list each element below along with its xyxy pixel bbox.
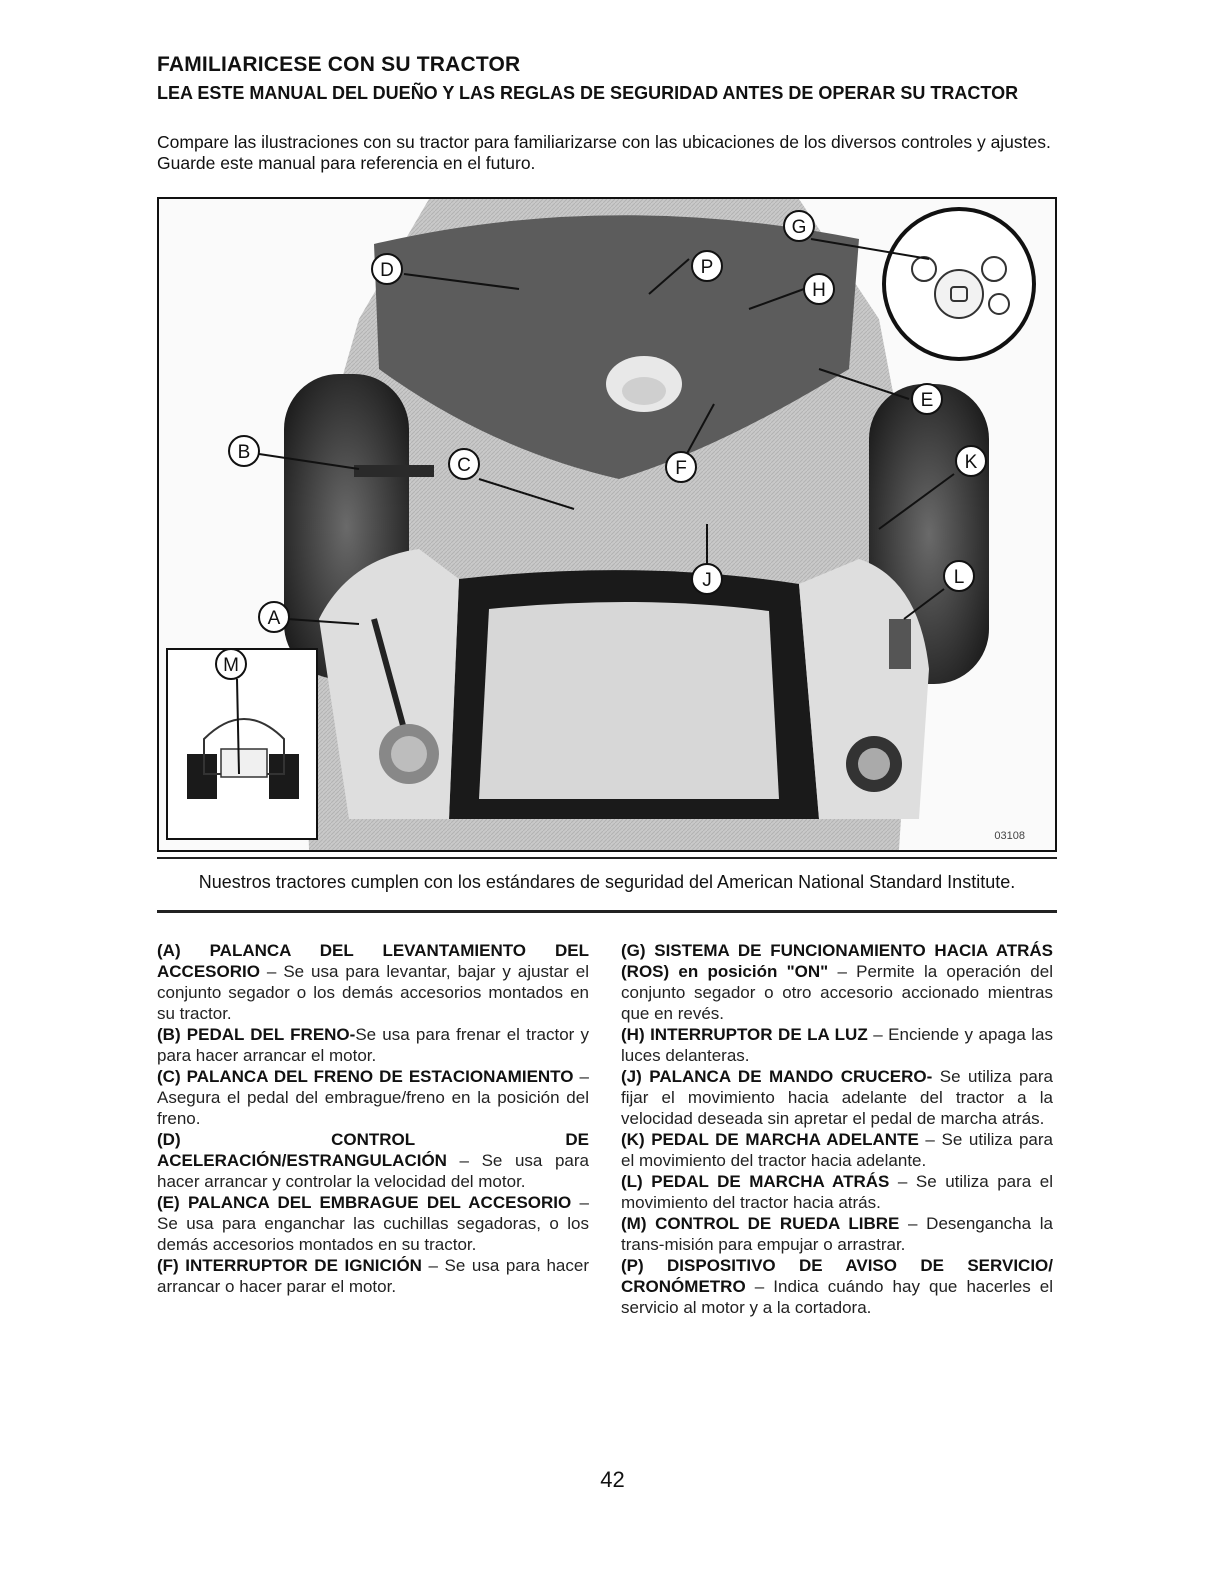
callout-c bbox=[449, 449, 479, 479]
page-number: 42 bbox=[600, 1467, 625, 1492]
control-text: – Enciende y apaga las luces delanteras. bbox=[621, 1025, 1054, 1065]
callout-label: P bbox=[700, 257, 714, 278]
control-description bbox=[157, 1066, 589, 1129]
callout-label: J bbox=[702, 570, 712, 591]
control-text: Se usa para frenar el tractor y para hacer arrancar el motor. bbox=[157, 1025, 589, 1065]
control-term: (G) SISTEMA DE FUNCIONAMIENTO HACIA ATRÁS (ROS) en posición "ON" bbox=[621, 941, 1053, 981]
control-description bbox=[621, 1213, 1053, 1255]
control-text: – Desengancha la trans-misión para empujar o arrastrar. bbox=[621, 1214, 1053, 1254]
tractor-illustration bbox=[159, 199, 1055, 850]
callout-k bbox=[956, 446, 986, 476]
callout-l bbox=[944, 561, 974, 591]
callout-label: K bbox=[964, 452, 978, 473]
control-description bbox=[157, 940, 589, 1024]
control-description bbox=[621, 1171, 1053, 1213]
callout-m bbox=[216, 649, 246, 679]
callout-label: G bbox=[791, 217, 807, 238]
controls-list-right bbox=[621, 940, 1053, 1318]
control-description bbox=[157, 1024, 589, 1066]
control-term: (J) PALANCA DE MANDO CRUCERO- bbox=[621, 1067, 933, 1086]
control-term: (L) PEDAL DE MARCHA ATRÁS bbox=[621, 1172, 890, 1191]
control-description bbox=[621, 1129, 1053, 1171]
control-term: (M) CONTROL DE RUEDA LIBRE bbox=[621, 1214, 900, 1233]
control-description bbox=[157, 1192, 589, 1255]
callout-label: F bbox=[675, 458, 687, 479]
intro-paragraph: Compare las ilustraciones con su tractor para familiarizarse con las ubicaciones de los diversos controles y ajustes. Guarde este manual para referencia en el futuro. bbox=[157, 132, 1051, 173]
callout-label: D bbox=[380, 260, 394, 281]
callout-label: L bbox=[953, 567, 965, 588]
figure-code: 03108 bbox=[994, 830, 1025, 842]
callout-p bbox=[692, 251, 722, 281]
callout-a bbox=[259, 602, 289, 632]
control-term: (P) DISPOSITIVO DE AVISO DE SERVICIO/ CRONÓMETRO bbox=[621, 1256, 1053, 1296]
control-description bbox=[621, 1066, 1053, 1129]
control-text: – Indica cuándo hay que hacerles el servicio al motor y a la cortadora. bbox=[621, 1277, 1053, 1317]
control-term: (C) PALANCA DEL FRENO DE ESTACIONAMIENTO bbox=[157, 1067, 574, 1086]
page-subtitle: LEA ESTE MANUAL DEL DUEÑO Y LAS REGLAS DE SEGURIDAD ANTES DE OPERAR SU TRACTOR bbox=[157, 83, 1019, 103]
callout-label: B bbox=[237, 442, 251, 463]
control-text: – Se usa para enganchar las cuchillas segadoras, o los demás accesorios montados en su tractor. bbox=[157, 1193, 590, 1254]
control-term: (B) PEDAL DEL FRENO- bbox=[157, 1025, 356, 1044]
control-text: – Se utiliza para el movimiento del tractor hacia adelante. bbox=[621, 1130, 1053, 1170]
caption-top-rule bbox=[157, 857, 1057, 859]
callout-g bbox=[784, 211, 814, 241]
tractor-controls-figure bbox=[157, 197, 1057, 852]
control-term: (F) INTERRUPTOR DE IGNICIÓN bbox=[157, 1256, 422, 1275]
control-text: – Se usa para hacer arrancar o hacer parar el motor. bbox=[157, 1256, 589, 1296]
freewheel-inset bbox=[167, 649, 317, 839]
control-term: (H) INTERRUPTOR DE LA LUZ bbox=[621, 1025, 868, 1044]
control-term: (D) CONTROL DE ACELERACIÓN/ESTRANGULACIÓN bbox=[157, 1130, 589, 1170]
callout-label: M bbox=[223, 655, 239, 676]
control-text: Se utiliza para fijar el movimiento hacia adelante del tractor a la velocidad deseada sin apretar el pedal de marcha atrás. bbox=[621, 1067, 1053, 1128]
control-description bbox=[157, 1255, 589, 1297]
control-text: – Se usa para levantar, bajar y ajustar el conjunto segador o los demás accesorios montados en su tractor. bbox=[157, 962, 589, 1023]
control-text: – Se usa para hacer arrancar y controlar la velocidad del motor. bbox=[157, 1151, 589, 1191]
callout-label: E bbox=[920, 390, 934, 411]
callout-b bbox=[229, 436, 259, 466]
control-description bbox=[621, 940, 1053, 1024]
callout-label: A bbox=[267, 608, 281, 629]
control-term: (K) PEDAL DE MARCHA ADELANTE bbox=[621, 1130, 919, 1149]
control-text: – Asegura el pedal del embrague/freno en la posición del freno. bbox=[157, 1067, 589, 1128]
control-text: – Permite la operación del conjunto segador o otro accesorio accionado mientras que en revés. bbox=[621, 962, 1053, 1023]
control-text: – Se utiliza para el movimiento del tractor hacia atrás. bbox=[621, 1172, 1053, 1212]
figure-caption: Nuestros tractores cumplen con los estándares de seguridad del American National Standard Institute. bbox=[198, 872, 1016, 892]
callout-label: H bbox=[812, 280, 826, 301]
callout-label: C bbox=[457, 455, 471, 476]
controls-list-left bbox=[157, 940, 589, 1297]
control-term: (A) PALANCA DEL LEVANTAMIENTO DEL ACCESORIO bbox=[157, 941, 589, 981]
control-description bbox=[621, 1024, 1053, 1066]
control-description bbox=[157, 1129, 589, 1192]
callout-f bbox=[666, 452, 696, 482]
callout-d bbox=[372, 254, 402, 284]
page-title: FAMILIARICESE CON SU TRACTOR bbox=[157, 53, 521, 76]
callout-e bbox=[912, 384, 942, 414]
callout-j bbox=[692, 564, 722, 594]
caption-bottom-rule bbox=[157, 910, 1057, 913]
control-description bbox=[621, 1255, 1053, 1318]
control-term: (E) PALANCA DEL EMBRAGUE DEL ACCESORIO bbox=[157, 1193, 572, 1212]
callout-h bbox=[804, 274, 834, 304]
